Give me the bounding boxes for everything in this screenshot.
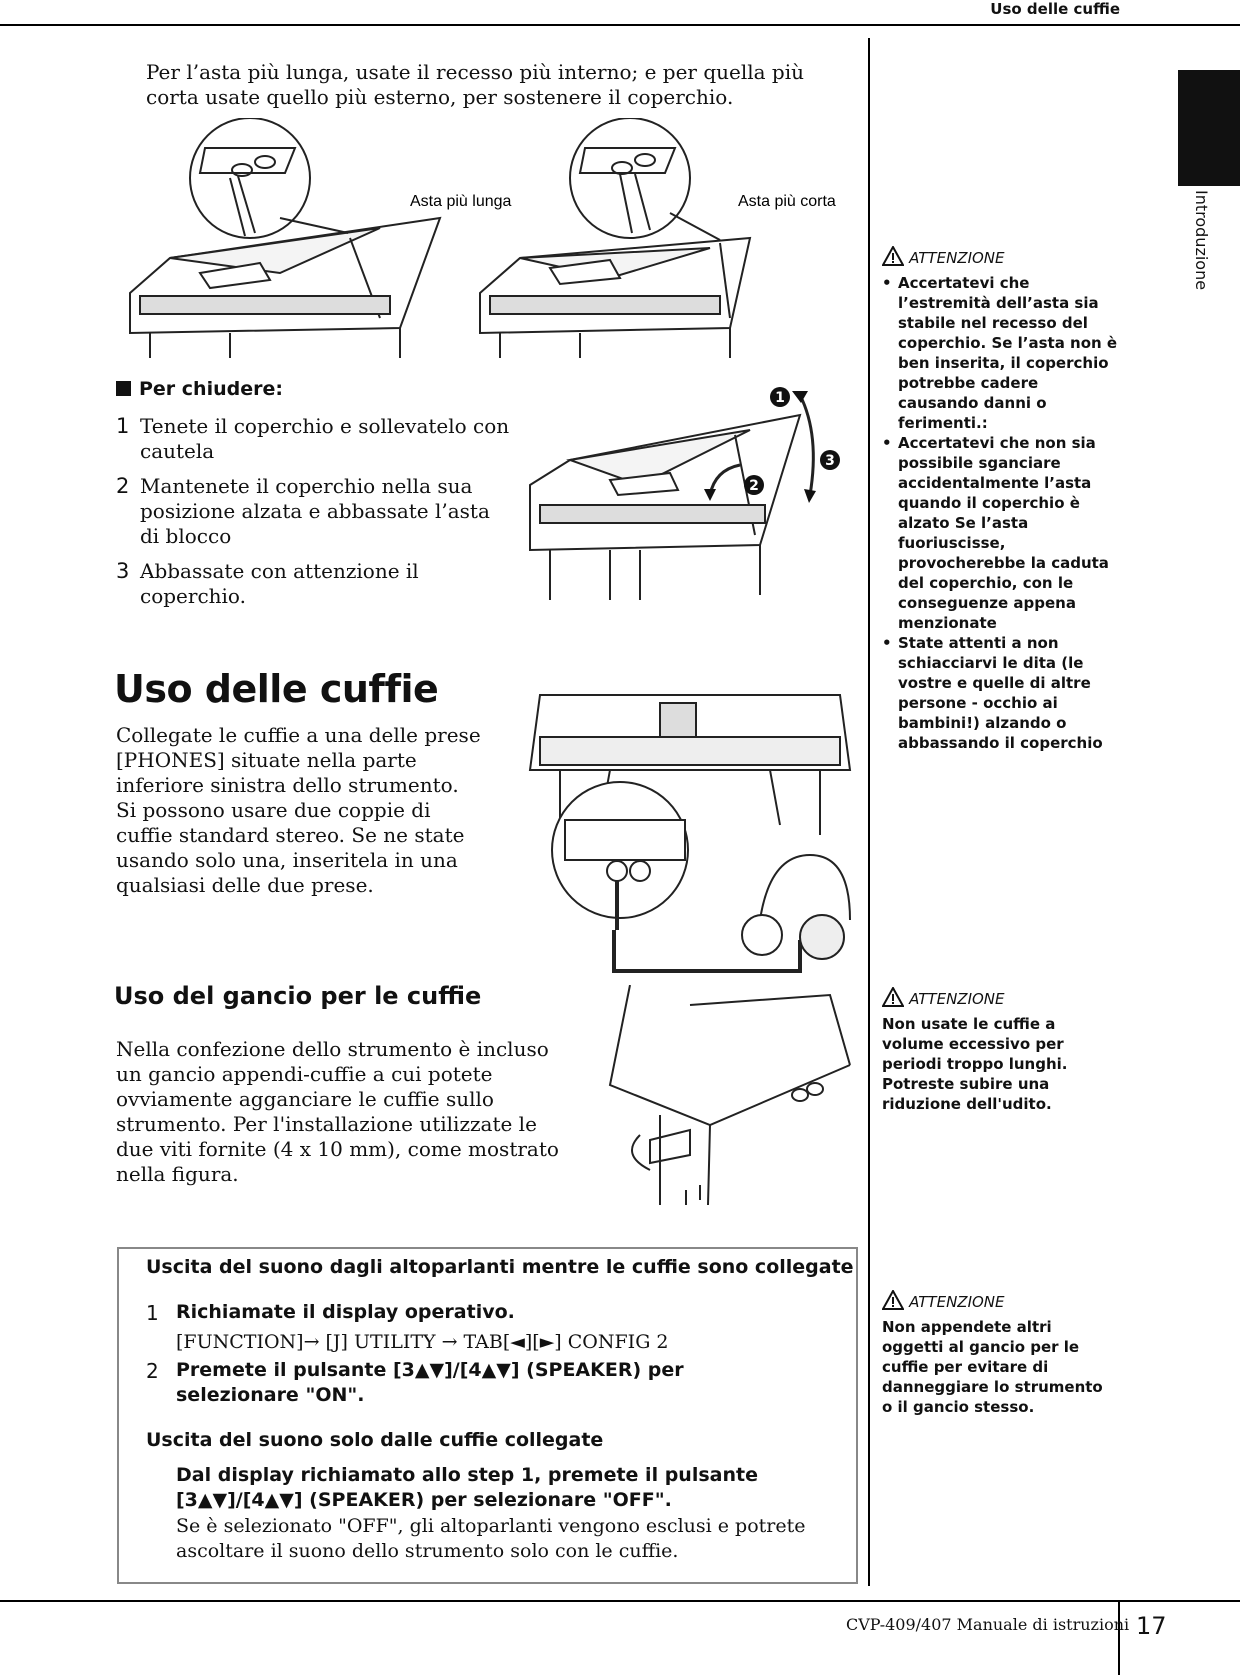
section-title-headphones: Uso delle cuffie [114, 667, 439, 711]
page-number: 17 [1136, 1612, 1167, 1640]
step-number: 2 [116, 474, 130, 498]
close-step-2 [116, 474, 510, 549]
caution-label: ATTENZIONE [909, 249, 1005, 267]
marker-3 [820, 450, 840, 470]
header-rule [0, 24, 1240, 26]
caution-bullet: • State attenti a non schiacciarvi le dita (le vostre e quelle di altre persone - occhio ai bambini!) alzando o abbassando il coperchio [882, 633, 1118, 753]
svg-text:1: 1 [775, 390, 785, 406]
marker-1 [770, 387, 790, 407]
box-step-2-b: selezionare "ON". [176, 1384, 365, 1406]
step-text: Mantenete il coperchio nella sua posizione alzata e abbassate l’asta di blocco [140, 474, 490, 548]
section-tab [1178, 70, 1240, 186]
close-lid-figure [520, 385, 840, 605]
caution-bullet: • Accertatevi che non sia possibile sganciare accidentalmente l’asta quando il coperchio è alzato Se l’asta fuoriuscisse, provocherebbe la caduta del coperchio, con le conseguenze appena menzionate [882, 433, 1118, 633]
running-title: Uso delle cuffie [990, 0, 1120, 18]
caution-heading [882, 987, 1118, 1008]
caution-label: ATTENZIONE [909, 990, 1005, 1008]
box-step-1-number: 1 [146, 1301, 159, 1325]
svg-text:3: 3 [825, 453, 835, 469]
warning-icon [882, 987, 904, 1007]
headphones-body-1: Collegate le cuffie a una delle prese [PHONES] situate nella parte inferiore sinistra dello strumento. [116, 723, 481, 797]
warning-icon [882, 1290, 904, 1310]
footer-rule [0, 1600, 1240, 1602]
hook-body: Nella confezione dello strumento è incluso un gancio appendi-cuffie a cui potete ovviamente agganciare le cuffie sullo strumento. Per l'installazione utilizzate le due viti fornite (4 x 10 mm), come mostrato nella figura. [116, 1037, 559, 1186]
label-short-stick: Asta più corta [738, 193, 836, 210]
svg-text:2: 2 [749, 478, 759, 494]
caution-text: Non usate le cuffie a volume eccessivo per periodi troppo lunghi. Potreste subire una riduzione dell'udito. [882, 1015, 1068, 1113]
headphones-body-2: Si possono usare due coppie di cuffie standard stereo. Se ne state usando solo una, inseritela in una qualsiasi delle due prese. [116, 798, 465, 897]
step-text: Abbassate con attenzione il coperchio. [140, 559, 419, 608]
lid-stick-figure [110, 118, 850, 358]
marker-2 [744, 475, 764, 495]
step-text: Tenete il coperchio e sollevatelo con cautela [140, 414, 510, 463]
box-title-1: Uscita del suono dagli altoparlanti mentre le cuffie sono collegate [146, 1256, 854, 1278]
label-long-stick: Asta più lunga [410, 193, 512, 210]
box-para-2: [3▲▼]/[4▲▼] (SPEAKER) per selezionare "OFF". [176, 1489, 672, 1511]
close-heading-text: Per chiudere: [139, 378, 283, 400]
close-step-3 [116, 559, 520, 609]
caution-bullet: • Accertatevi che l’estremità dell’asta sia stabile nel recesso del coperchio. Se l’asta non è ben inserita, il coperchio potrebbe cadere causando danni o ferimenti.: [882, 273, 1118, 433]
box-step-2-number: 2 [146, 1359, 159, 1383]
footer-divider [1118, 1600, 1120, 1675]
caution-box-1 [882, 246, 1118, 753]
manual-title: CVP-409/407 Manuale di istruzioni [846, 1615, 1130, 1634]
close-heading [116, 378, 283, 400]
caution-heading [882, 1290, 1118, 1311]
caution-text: Non appendete altri oggetti al gancio per le cuffie per evitare di danneggiare lo strumento o il gancio stesso. [882, 1318, 1103, 1416]
caution-box-3 [882, 1290, 1118, 1417]
caution-heading [882, 246, 1118, 267]
column-divider [868, 38, 870, 1586]
hook-install-figure [590, 985, 855, 1210]
step-number: 1 [116, 414, 130, 438]
square-bullet-icon [116, 381, 131, 396]
box-para-3: Se è selezionato "OFF", gli altoparlanti vengono esclusi e potrete ascoltare il suono dello strumento solo con le cuffie. [176, 1515, 806, 1562]
headphones-figure [520, 675, 860, 975]
step-number: 3 [116, 559, 130, 583]
caution-box-2 [882, 987, 1118, 1114]
warning-icon [882, 246, 904, 266]
box-step-1: Richiamate il display operativo. [176, 1301, 515, 1323]
box-step-1-path: [FUNCTION]→ [J] UTILITY → TAB[◄][►] CONFIG 2 [176, 1331, 669, 1353]
lid-instructions: Per l’asta più lunga, usate il recesso più interno; e per quella più corta usate quello più esterno, per sostenere il coperchio. [146, 60, 805, 109]
caution-label: ATTENZIONE [909, 1293, 1005, 1311]
box-step-2-a: Premete il pulsante [3▲▼]/[4▲▼] (SPEAKER) per [176, 1359, 684, 1381]
section-title-hook: Uso del gancio per le cuffie [114, 982, 482, 1010]
box-title-2: Uscita del suono solo dalle cuffie collegate [146, 1429, 604, 1451]
section-tab-label: Introduzione [1192, 190, 1211, 291]
box-para-1: Dal display richiamato allo step 1, premete il pulsante [176, 1464, 758, 1486]
close-step-1 [116, 414, 510, 464]
